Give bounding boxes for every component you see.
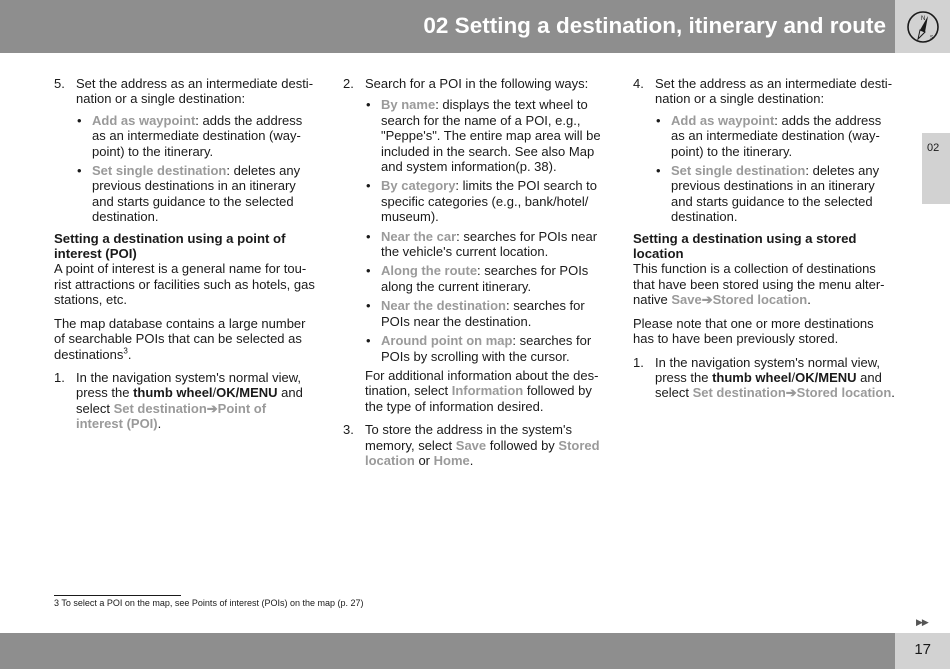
footnote-ref: 3: [123, 346, 128, 356]
text: To store the address in the system's memory, select: [365, 422, 572, 453]
menu-term: Stored location: [796, 385, 892, 401]
step-number: 2.: [343, 76, 354, 91]
step-number: 3.: [343, 422, 354, 438]
paragraph: [633, 261, 897, 307]
step-number: 4.: [633, 76, 644, 91]
chapter-tab: [922, 133, 950, 204]
paragraph-text: The map database contains a large number of searchable POIs that can be selected as destinations: [54, 315, 306, 362]
step-text: [365, 422, 605, 468]
option-near-the-destination: [365, 298, 605, 329]
menu-term: Information: [451, 383, 524, 399]
menu-term: Home: [433, 452, 470, 468]
menu-term: Add as waypoint: [92, 112, 196, 128]
option-add-waypoint: [655, 113, 897, 159]
info-paragraph: [365, 368, 605, 414]
next-page-arrows-icon: ▶▶: [916, 617, 928, 627]
control-term: thumb wheel: [133, 385, 213, 401]
page-header: [0, 0, 950, 53]
option-set-single-destination: [76, 163, 316, 225]
arrow-right-icon: ➔: [785, 385, 797, 401]
text: /: [791, 369, 796, 385]
menu-term: Save: [671, 292, 702, 308]
control-term: OK/MENU: [216, 385, 278, 401]
option-text: : searches for POIs near the destination.: [381, 298, 585, 329]
text: In the navigation system's normal view, press the: [655, 354, 881, 385]
menu-term: Set destination: [113, 400, 207, 416]
menu-term: Set single destination: [92, 163, 227, 179]
page-number: 17: [914, 641, 931, 658]
footnote-text: To select a POI on the map, see Points of interest (POIs) on the map (p. 27): [59, 598, 364, 608]
option-text: : deletes any previous destinations in an itinerary and starts guidance to the selected destination.: [92, 163, 301, 225]
step-1: [633, 355, 897, 401]
footnote-number: 3: [54, 598, 60, 608]
arrow-right-icon: ➔: [206, 400, 218, 416]
text: and select: [655, 369, 882, 401]
paragraph: A point of interest is a general name for tou-rist attractions or facilities such as hotels, gas stations, etc.: [54, 261, 315, 308]
option-by-name: [365, 97, 605, 174]
text: .: [891, 385, 895, 401]
text: followed by the type of information desired.: [365, 383, 592, 414]
text: .: [157, 416, 162, 432]
menu-term: Near the destination: [381, 298, 506, 314]
menu-term: Around point on map: [381, 333, 513, 349]
paragraph-end: .: [127, 346, 132, 362]
text: .: [807, 292, 811, 308]
option-near-the-car: [365, 229, 605, 260]
paragraph: [54, 316, 316, 362]
control-term: thumb wheel: [712, 369, 792, 385]
control-term: OK/MENU: [795, 369, 857, 385]
option-text: : deletes any previous destinations in an itinerary and starts guidance to the selected destination.: [671, 163, 880, 225]
text: This function is a collection of destinations that have been stored using the menu alter-native: [633, 261, 885, 308]
footnote-divider: [54, 595, 181, 596]
menu-term: Set destination: [692, 385, 786, 401]
arrow-right-icon: ➔: [701, 292, 713, 308]
footnote: [54, 598, 364, 609]
option-list: [76, 113, 316, 225]
section-heading-poi: Setting a destination using a point of interest (POI): [54, 230, 286, 262]
option-text: : limits the POI search to specific categories (e.g., bank/hotel/ museum).: [381, 178, 598, 225]
text: or: [414, 452, 434, 468]
menu-term: Stored location: [365, 437, 600, 468]
text: /: [212, 385, 217, 401]
option-list: [655, 113, 897, 225]
step-text: Search for a POI in the following ways:: [365, 76, 589, 91]
compass-icon: [906, 10, 940, 44]
option-text: : searches for POIs by scrolling with the cursor.: [381, 333, 592, 364]
page-number-box: [895, 633, 950, 669]
menu-term: Stored location: [712, 292, 808, 308]
page-footer: [0, 633, 950, 669]
option-along-the-route: [365, 263, 605, 294]
menu-term: Near the car: [381, 228, 457, 244]
step-text: [76, 370, 316, 432]
option-text: : adds the address as an intermediate destination (way-point) to the itinerary.: [671, 112, 882, 159]
menu-term: Along the route: [381, 263, 478, 279]
header-icon-box: [895, 0, 950, 53]
column-2: [343, 76, 605, 474]
menu-term: By name: [381, 97, 436, 113]
text: In the navigation system's normal view, press the: [76, 369, 302, 401]
text: followed by: [486, 437, 559, 453]
step-3: [343, 422, 605, 468]
text: .: [469, 452, 474, 468]
menu-term: Point of interest (POI): [76, 400, 267, 432]
option-text: : adds the address as an intermediate destination (way-point) to the itinerary.: [92, 112, 303, 159]
step-1: [54, 370, 316, 432]
svg-text:N: N: [921, 16, 926, 22]
step-text: [655, 355, 897, 401]
option-text: : searches for POIs along the current itinerary.: [381, 263, 589, 294]
step-number: 5.: [54, 76, 65, 91]
column-3: [633, 76, 897, 407]
menu-term: Save: [455, 437, 487, 453]
chapter-tab-label: 02: [927, 142, 940, 154]
option-add-waypoint: [76, 113, 316, 159]
step-2: [343, 76, 605, 414]
option-text: : searches for POIs near the vehicle's current location.: [381, 228, 598, 260]
option-text: : displays the text wheel to search for the name of a POI, e.g., "Peppe's". The entire map area will be included in the search. See also Map and system information(p. 38).: [381, 97, 601, 175]
step-text: Set the address as an intermediate desti-nation or a single destination:: [76, 76, 314, 107]
menu-term: By category: [381, 178, 456, 194]
svg-text:S: S: [930, 35, 934, 41]
menu-term: Set single destination: [671, 163, 806, 179]
menu-term: Add as waypoint: [671, 112, 775, 128]
column-1: [54, 76, 316, 438]
step-text: Set the address as an intermediate desti-nation or a single destination:: [655, 76, 893, 107]
step-5: [54, 76, 316, 225]
page-title: 02 Setting a destination, itinerary and route: [423, 13, 886, 38]
paragraph: Please note that one or more destinations has to have been previously stored.: [633, 315, 874, 347]
option-list: [365, 97, 605, 364]
option-around-point-on-map: [365, 333, 605, 364]
text: For additional information about the des-tination, select: [365, 367, 599, 399]
section-heading-stored-location: Setting a destination using a stored location: [633, 230, 857, 262]
step-number: 1.: [54, 369, 65, 385]
text: and select: [76, 385, 303, 416]
step-number: 1.: [633, 354, 644, 370]
option-set-single-destination: [655, 163, 897, 225]
option-by-category: [365, 178, 605, 224]
step-4: [633, 76, 897, 225]
